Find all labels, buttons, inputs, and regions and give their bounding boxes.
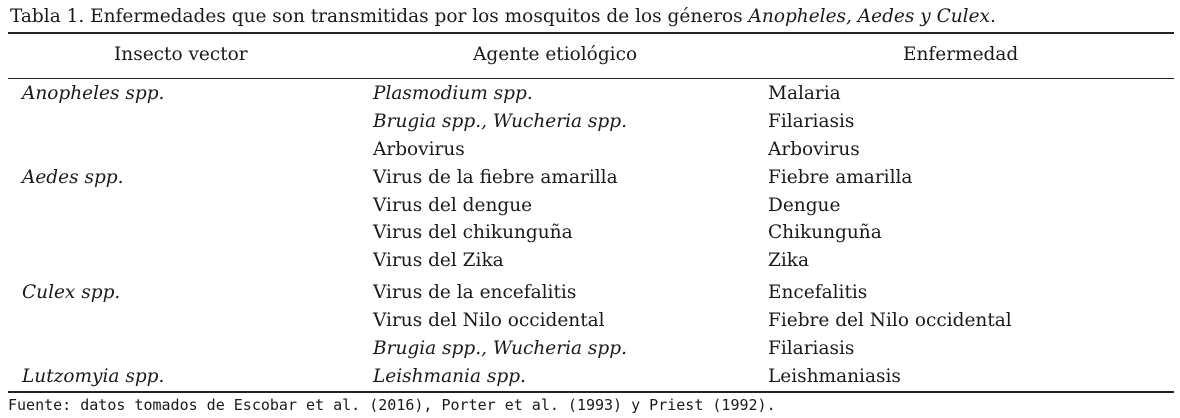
cell-agent: Virus del dengue [373,195,533,216]
cell-agent: Virus de la fiebre amarilla [373,167,618,188]
top-rule [8,32,1174,34]
cell-disease: Filariasis [768,338,855,359]
header-etiologic-agent: Agente etiológico [473,44,638,65]
cell-agent: Arbovirus [373,139,465,160]
table-caption [10,4,996,30]
cell-agent: Virus del Nilo occidental [373,310,605,331]
cell-disease: Dengue [768,195,841,216]
cell-disease: Malaria [768,83,841,104]
cell-vector: Aedes spp. [22,167,124,188]
cell-agent: Plasmodium spp. [373,83,533,104]
cell-vector: Anopheles spp. [22,83,165,104]
cell-agent: Leishmania spp. [373,366,526,387]
caption-genera: Anopheles, Aedes y Culex [748,6,990,27]
cell-vector: Lutzomyia spp. [22,366,165,387]
cell-agent: Virus del chikunguña [373,222,573,243]
header-rule [8,78,1174,79]
cell-disease: Fiebre del Nilo occidental [768,310,1012,331]
cell-agent: Brugia spp., Wucheria spp. [373,111,627,132]
cell-disease: Filariasis [768,111,855,132]
cell-agent: Brugia spp., Wucheria spp. [373,338,627,359]
cell-disease: Encefalitis [768,282,868,303]
caption-prefix: Tabla 1. Enfermedades que son transmitidas por los mosquitos de los géneros [10,6,749,27]
header-disease: Enfermedad [903,44,1019,65]
cell-disease: Leishmaniasis [768,366,901,387]
cell-vector: Culex spp. [22,282,121,303]
cell-agent: Virus del Zika [373,250,504,271]
cell-disease: Zika [768,250,810,271]
cell-disease: Arbovirus [768,139,860,160]
cell-disease: Fiebre amarilla [768,167,913,188]
source-note: Fuente: datos tomados de Escobar et al. (2016), Porter et al. (1993) y Priest (1992). [8,396,776,414]
cell-agent: Virus de la encefalitis [373,282,577,303]
cell-disease: Chikunguña [768,222,882,243]
caption-suffix: . [989,6,996,27]
header-insect-vector: Insecto vector [114,44,248,65]
